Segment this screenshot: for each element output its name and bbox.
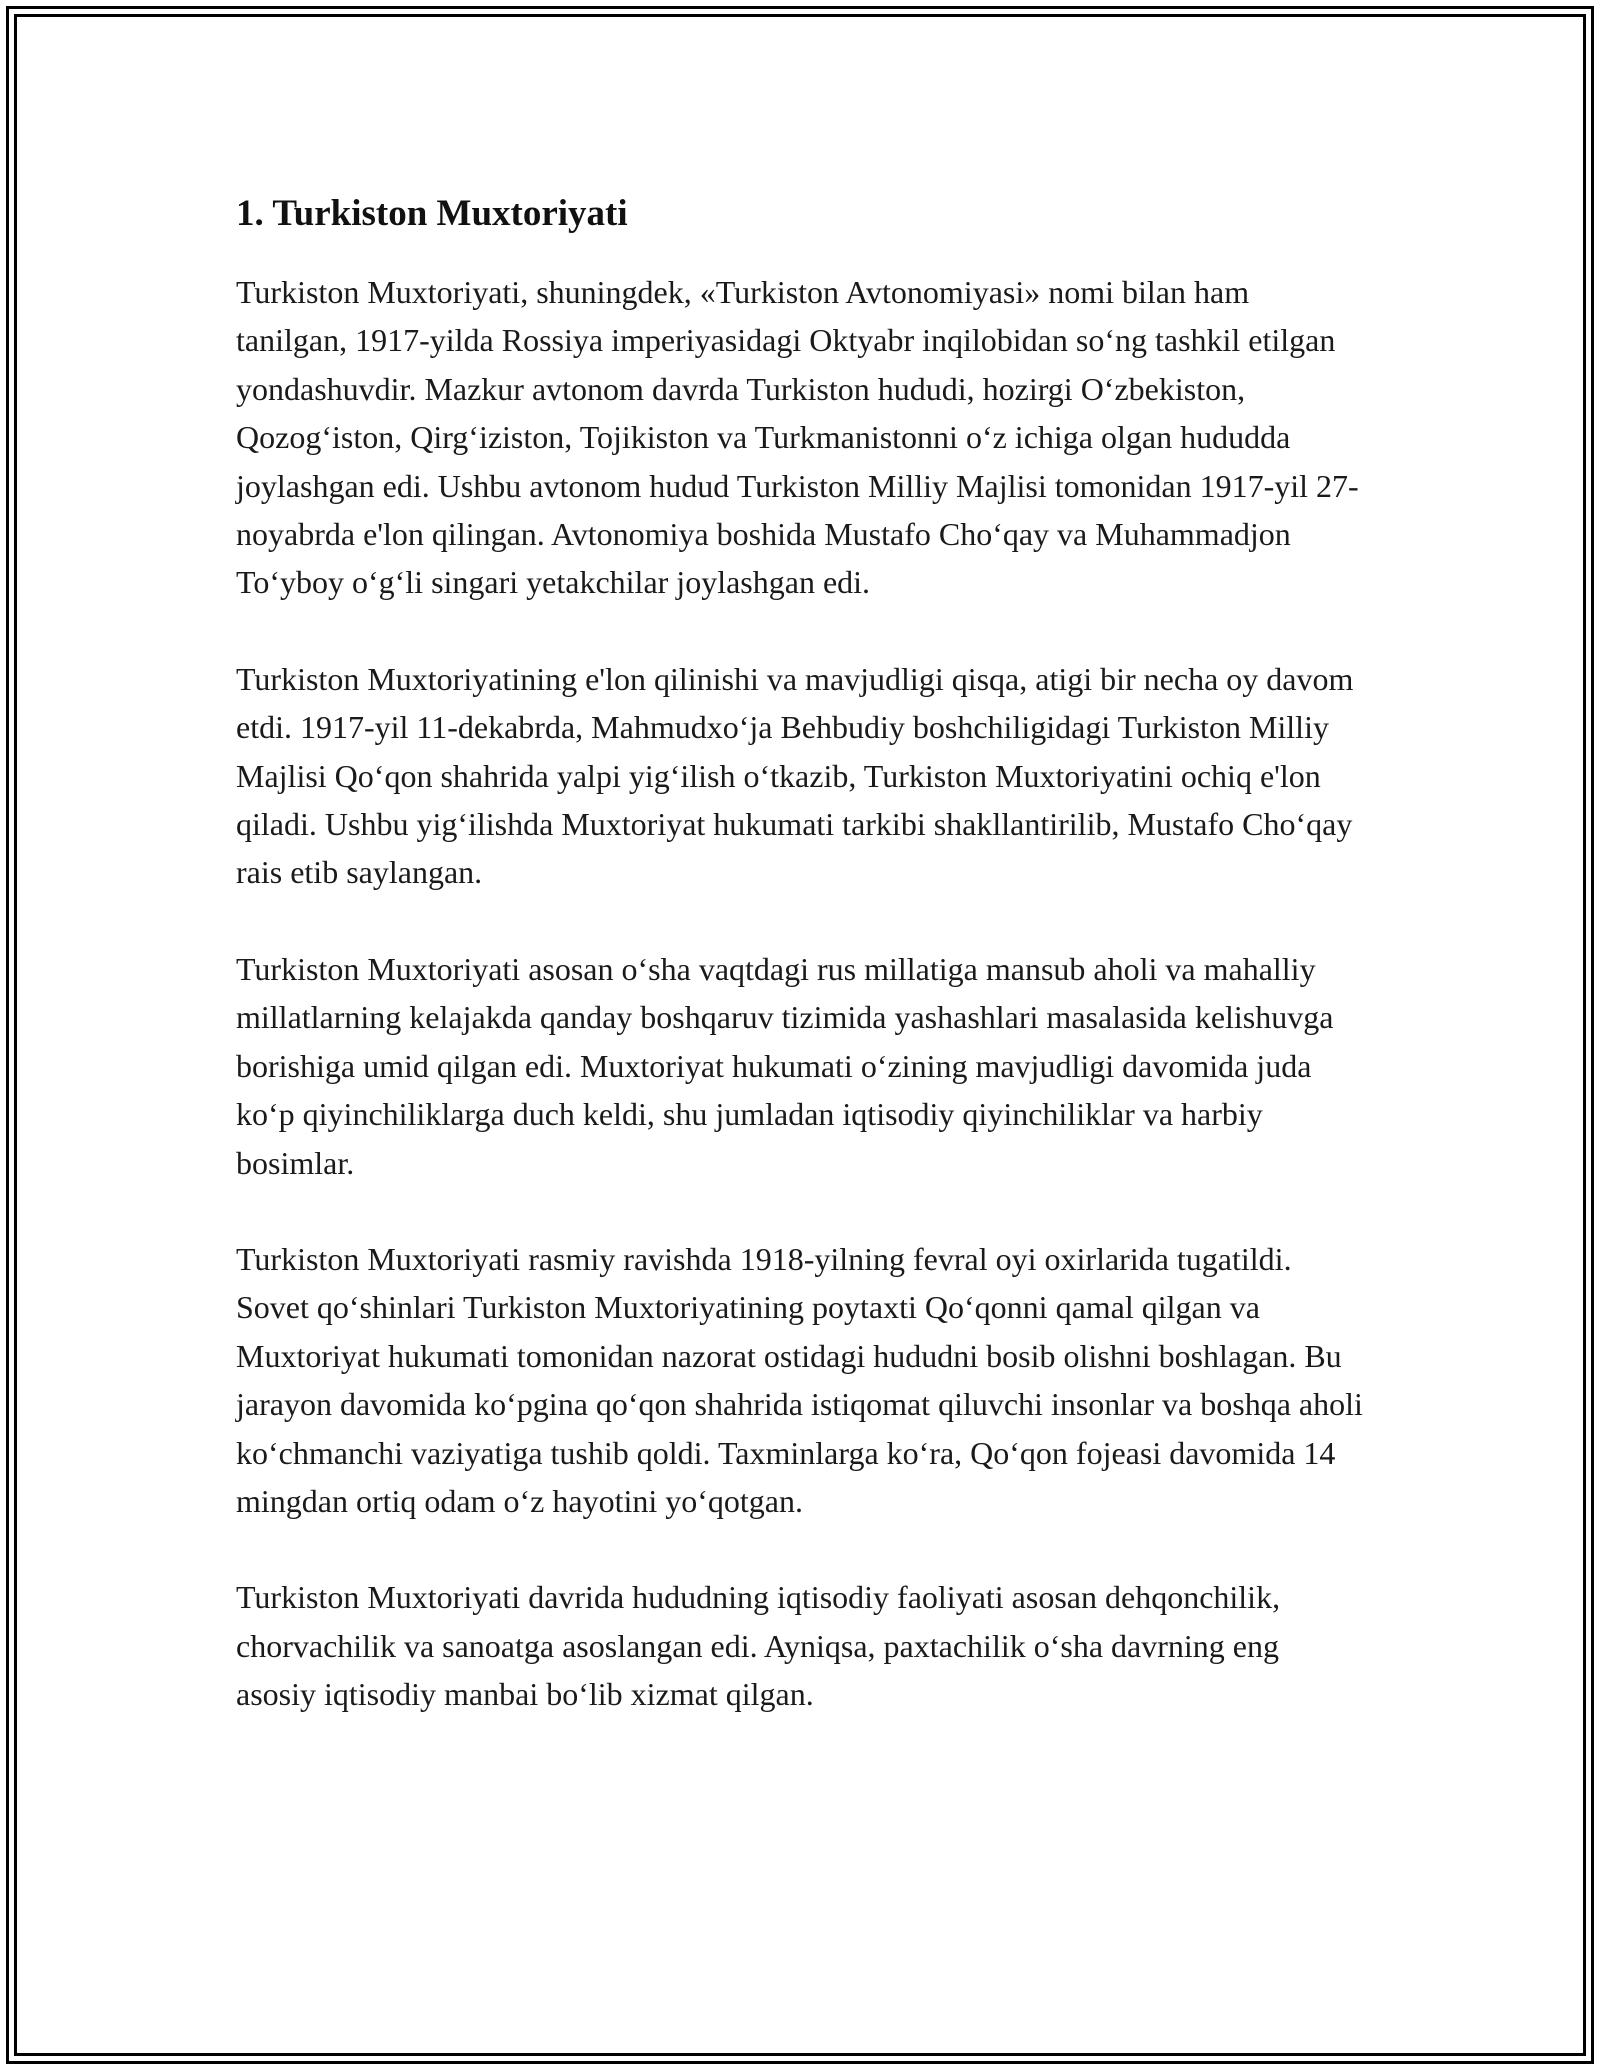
paragraph-3: Turkiston Muxtoriyati asosan oʻsha vaqtdagi rus millatiga mansub aholi va mahalliy millatlarning kelajakda qanday boshqaruv tizimida yashashlari masalasida kelishuvga borishiga umid qilgan edi. Muxtoriyat hukumati oʻzining mavjudligi davomida juda koʻp qiyinchiliklarga duch keldi, shu jumladan iqtisodiy qiyinchiliklar va harbiy bosimlar. [236,950,1334,1181]
paragraph-2: Turkiston Muxtoriyatining e'lon qilinishi va mavjudligi qisqa, atigi bir necha oy davom etdi. 1917-yil 11-dekabrda, Mahmudxoʻja Behbudiy boshchiligidagi Turkiston Milliy Majlisi Qoʻqon shahrida yalpi yigʻilish oʻtkazib, Turkiston Muxtoriyatini ochiq e'lon qiladi. Ushbu yigʻilishda Muxtoriyat hukumati tarkibi shakllantirilib, Mustafo Choʻqay rais etib saylangan. [236,660,1354,891]
paragraph-1: Turkiston Muxtoriyati, shuningdek, «Turkiston Avtonomiyasi» nomi bilan ham tanilgan, 1917-yilda Rossiya imperiyasidagi Oktyabr inqilobidan soʻng tashkil etilgan yondashuvdir. Mazkur avtonom davrda Turkiston hududi, hozirgi Oʻzbekiston, Qozogʻiston, Qirgʻiziston, Tojikiston va Turkmanistonni oʻz ichiga olgan hududda joylashgan edi. Ushbu avtonom hudud Turkiston Milliy Majlisi tomonidan 1917-yil 27-noyabrda e'lon qilingan. Avtonomiya boshida Mustafo Choʻqay va Muhammadjon Toʻyboy oʻgʻli singari yetakchilar joylashgan edi. [236,274,1359,601]
paragraph-4: Turkiston Muxtoriyati rasmiy ravishda 1918-yilning fevral oyi oxirlarida tugatildi. Sovet qoʻshinlari Turkiston Muxtoriyatining poytaxti Qoʻqonni qamal qilgan va Muxtoriyat hukumati tomonidan nazorat ostidagi hududni bosib olishni boshlagan. Bu jarayon davomida koʻpgina qoʻqon shahrida istiqomat qiluvchi insonlar va boshqa aholi koʻchmanchi vaziyatiga tushib qoldi. Taxminlarga koʻra, Qoʻqon fojeasi davomida 14 mingdan ortiq odam oʻz hayotini yoʻqotgan. [236,1240,1363,1519]
paragraph-5: Turkiston Muxtoriyati davrida hududning iqtisodiy faoliyati asosan dehqonchilik, chorvachilik va sanoatga asoslangan edi. Ayniqsa, paxtachilik oʻsha davrning eng asosiy iqtisodiy manbai boʻlib xizmat qilgan. [236,1579,1281,1713]
document-body [236,186,1366,1767]
page-title: 1. Turkiston Muxtoriyati [236,193,628,234]
